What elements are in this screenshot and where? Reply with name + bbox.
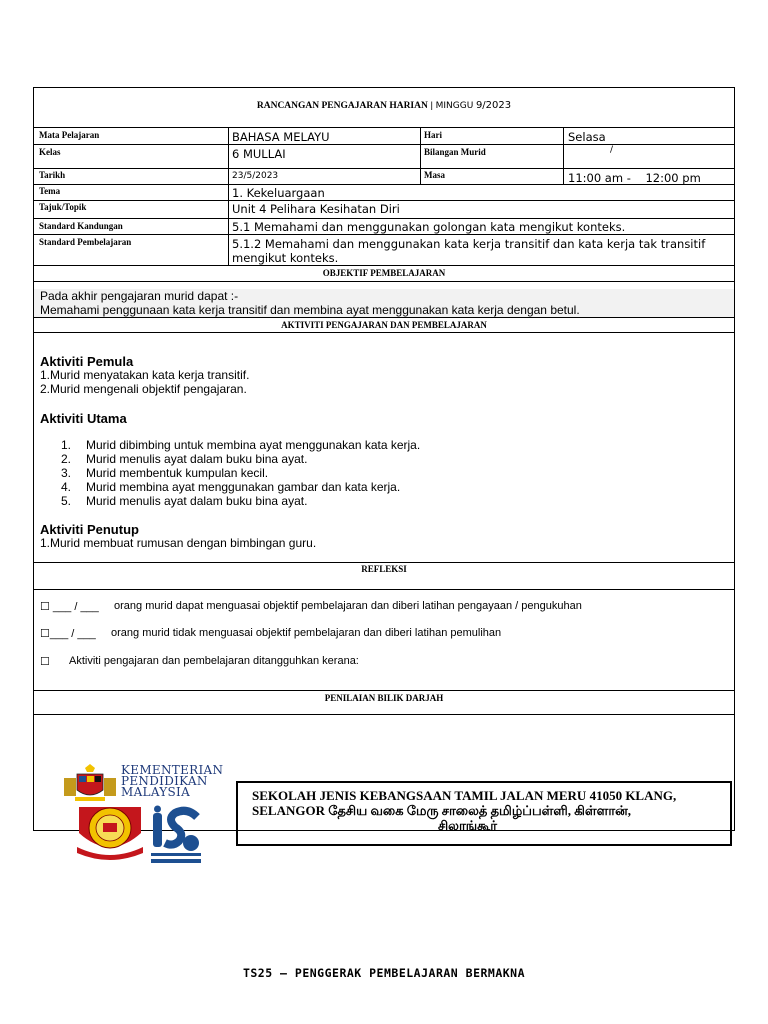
penilaian-heading: PENILAIAN BILIK DARJAH	[324, 693, 444, 703]
table-divider	[33, 168, 735, 169]
objektif-line1: Pada akhir pengajaran murid dapat :-	[40, 289, 239, 303]
tema-value: 1. Kekeluargaan	[232, 186, 325, 200]
section-divider	[33, 690, 735, 691]
standard-kandungan-value: 5.1 Memahami dan menggunakan golongan kata mengikut konteks.	[232, 220, 626, 234]
utama-item-num: 1.	[61, 438, 72, 452]
refleksi-heading: REFLEKSI	[361, 564, 407, 574]
utama-item-num: 5.	[61, 494, 72, 508]
aktiviti-penutup-item: 1.Murid membuat rumusan dengan bimbingan guru.	[40, 536, 317, 550]
refleksi-line3-text: Aktiviti pengajaran dan pembelajaran ditangguhkan kerana:	[69, 655, 359, 667]
tarikh-label: Tarikh	[39, 170, 66, 180]
tarikh-value: 23/5/2023	[232, 171, 279, 181]
objektif-line2: Memahami penggunaan kata kerja transitif dan membina ayat menggunakan kata kerja dengan betul.	[40, 303, 580, 317]
malaysia-crest-logo	[63, 764, 117, 804]
utama-item-text: Murid menulis ayat dalam buku bina ayat.	[86, 452, 308, 466]
section-divider	[33, 332, 735, 333]
kelas-value: 6 MULLAI	[232, 147, 286, 161]
aktiviti-heading: AKTIVITI PENGAJARAN DAN PEMBELAJARAN	[281, 320, 487, 330]
utama-item-num: 2.	[61, 452, 72, 466]
title-text: RANCANGAN PENGAJARAN HARIAN	[256, 101, 428, 111]
utama-item-num: 4.	[61, 480, 72, 494]
standard-pembelajaran-label: Standard Pembelajaran	[39, 237, 132, 247]
aktiviti-pemula-title: Aktiviti Pemula	[40, 354, 134, 369]
aktiviti-pemula-item: 1.Murid menyatakan kata kerja transitif.	[40, 368, 250, 382]
kpm-logo-text	[121, 765, 223, 798]
table-divider	[228, 127, 229, 265]
section-divider	[33, 714, 735, 715]
section-divider	[33, 562, 735, 563]
kelas-label: Kelas	[39, 147, 61, 157]
utama-item-text: Murid dibimbing untuk membina ayat menggunakan kata kerja.	[86, 438, 421, 452]
masa-label: Masa	[424, 170, 445, 180]
mata-pelajaran-label: Mata Pelajaran	[39, 130, 100, 140]
section-divider	[33, 281, 735, 282]
tajuk-value: Unit 4 Pelihara Kesihatan Diri	[232, 202, 400, 216]
utama-item-text: Murid membina ayat menggunakan gambar dan kata kerja.	[86, 480, 401, 494]
aktiviti-utama-title: Aktiviti Utama	[40, 411, 127, 426]
utama-item-text: Murid membentuk kumpulan kecil.	[86, 466, 269, 480]
school-name-box	[236, 781, 732, 846]
standard-pembelajaran-line1: 5.1.2 Memahami dan menggunakan kata kerja transitif dan kata kerja tak transitif	[232, 237, 706, 251]
utama-item-num: 3.	[61, 466, 72, 480]
table-divider	[33, 218, 735, 219]
school-line1: SEKOLAH JENIS KEBANGSAAN TAMIL JALAN MERU 41050 KLANG,	[252, 788, 677, 803]
table-divider	[33, 144, 735, 145]
bilangan-murid-label: Bilangan Murid	[424, 147, 486, 157]
school-line3: சிலாங்கூர்	[438, 818, 497, 833]
school-line2: SELANGOR தேசிய வகை மேரு சாலைத் தமிழ்ப்பள்ளி, கிள்ளான்,	[252, 803, 632, 818]
hari-label: Hari	[424, 130, 442, 140]
tajuk-label: Tajuk/Topik	[39, 202, 87, 212]
section-divider	[33, 589, 735, 590]
kpm-line2: PENDIDIKAN	[121, 774, 208, 788]
utama-item-text: Murid menulis ayat dalam buku bina ayat.	[86, 494, 308, 508]
kpm-line3: MALAYSIA	[121, 785, 191, 799]
objektif-heading: OBJEKTIF PEMBELAJARAN	[322, 268, 446, 278]
refleksi-line3-prefix: ☐	[40, 656, 50, 668]
footer-text: TS25 – PENGGERAK PEMBELAJARAN BERMAKNA	[242, 966, 526, 980]
ts25-logo	[149, 805, 203, 865]
table-divider	[33, 200, 735, 201]
aktiviti-pemula-item: 2.Murid mengenali objektif pengajaran.	[40, 382, 247, 396]
refleksi-line1-prefix: ☐ ___ / ___	[40, 601, 99, 613]
table-divider	[33, 265, 735, 266]
table-divider	[33, 127, 735, 128]
tema-label: Tema	[39, 186, 61, 196]
school-crest-logo	[73, 803, 147, 863]
refleksi-line1-text: orang murid dapat menguasai objektif pembelajaran dan diberi latihan pengayaan / pengukuhan	[114, 600, 582, 612]
table-divider	[563, 127, 564, 184]
mata-pelajaran-value: BAHASA MELAYU	[232, 130, 330, 144]
standard-kandungan-label: Standard Kandungan	[39, 221, 123, 231]
minggu-label: MINGGU	[435, 101, 474, 111]
title-separator: |	[430, 100, 433, 111]
standard-pembelajaran-line2: mengikut konteks.	[232, 251, 339, 265]
kpm-line1: KEMENTERIAN	[121, 763, 224, 777]
minggu-value: 9/2023	[475, 100, 512, 111]
refleksi-line2-prefix: ☐___ / ___	[40, 628, 96, 640]
page-title	[33, 100, 735, 111]
refleksi-line2-text: orang murid tidak menguasai objektif pembelajaran dan diberi latihan pemulihan	[111, 627, 502, 639]
table-divider	[33, 234, 735, 235]
hari-value: Selasa	[568, 130, 606, 144]
aktiviti-penutup-title: Aktiviti Penutup	[40, 522, 139, 537]
section-divider	[33, 317, 735, 318]
bilangan-murid-value: /	[610, 145, 614, 155]
masa-value: 11:00 am - 12:00 pm	[568, 171, 701, 185]
table-divider	[420, 127, 421, 184]
